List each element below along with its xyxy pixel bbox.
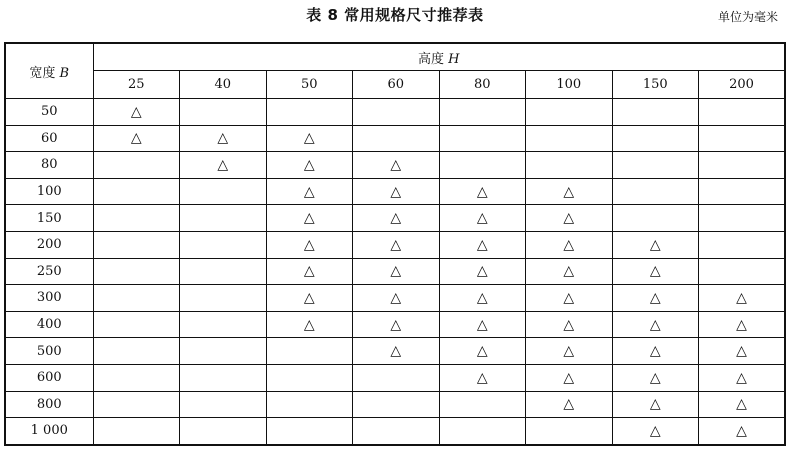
table-cell: [699, 125, 786, 152]
table-cell: [266, 152, 353, 179]
table-cell: [180, 391, 267, 418]
table-cell: [439, 391, 526, 418]
triangle-mark-icon: △: [390, 343, 402, 360]
table-cell: [699, 364, 786, 391]
table-cell: [439, 338, 526, 365]
table-cell: [699, 152, 786, 179]
table-cell: [93, 311, 180, 338]
table-cell: [353, 231, 440, 258]
table-cell: [93, 418, 180, 445]
table-cell: [93, 231, 180, 258]
triangle-mark-icon: △: [736, 316, 747, 333]
table-cell: [266, 338, 353, 365]
table-row: [5, 258, 785, 285]
triangle-mark-icon: △: [649, 289, 661, 306]
table-cell: [699, 338, 786, 365]
table-cell: [180, 311, 267, 338]
recommended-sizes-table: [4, 42, 786, 446]
table-cell: [353, 258, 440, 285]
table-cell: [266, 205, 353, 232]
triangle-mark-icon: △: [303, 236, 315, 253]
width-cell: 150: [5, 205, 93, 232]
triangle-mark-icon: △: [390, 210, 402, 227]
height-column-header: 80: [439, 71, 526, 99]
triangle-mark-icon: △: [476, 236, 488, 253]
triangle-mark-icon: △: [303, 289, 315, 306]
table-cell: [266, 178, 353, 205]
table-cell: [612, 285, 699, 312]
table-title: 表 8 常用规格尺寸推荐表: [306, 6, 484, 24]
triangle-mark-icon: △: [563, 343, 575, 360]
table-cell: [180, 418, 267, 445]
table-row: [5, 178, 785, 205]
triangle-mark-icon: △: [649, 343, 661, 360]
table-cell: [439, 152, 526, 179]
table-cell: [266, 311, 353, 338]
table-cell: [93, 364, 180, 391]
table-cell: [266, 391, 353, 418]
triangle-mark-icon: △: [390, 183, 402, 200]
triangle-mark-icon: △: [390, 316, 402, 333]
table-row: [5, 205, 785, 232]
table-cell: [180, 285, 267, 312]
triangle-mark-icon: △: [563, 316, 575, 333]
triangle-mark-icon: △: [736, 396, 747, 413]
table-cell: [180, 231, 267, 258]
table-cell: [353, 152, 440, 179]
table-cell: [612, 338, 699, 365]
height-column-header: 60: [353, 71, 440, 99]
triangle-mark-icon: △: [563, 183, 575, 200]
triangle-mark-icon: △: [476, 343, 488, 360]
table-cell: [699, 418, 786, 445]
table-cell: [526, 391, 613, 418]
triangle-mark-icon: △: [303, 156, 315, 173]
table-cell: [612, 99, 699, 126]
height-column-header: 50: [266, 71, 353, 99]
triangle-mark-icon: △: [563, 289, 575, 306]
table-row: [5, 418, 785, 445]
width-cell: 50: [5, 99, 93, 126]
width-cell: 400: [5, 311, 93, 338]
width-header-symbol: B: [59, 65, 70, 81]
table-cell: [526, 99, 613, 126]
table-cell: [699, 391, 786, 418]
height-column-header: 150: [612, 71, 699, 99]
table-cell: [439, 285, 526, 312]
table-cell: [612, 391, 699, 418]
table-cell: [180, 125, 267, 152]
table-cell: [439, 231, 526, 258]
width-cell: 60: [5, 125, 93, 152]
triangle-mark-icon: △: [736, 289, 747, 306]
table-cell: [93, 99, 180, 126]
table-cell: [93, 178, 180, 205]
triangle-mark-icon: △: [649, 316, 661, 333]
table-row: [5, 364, 785, 391]
table-cell: [93, 391, 180, 418]
table-cell: [93, 338, 180, 365]
table-cell: [699, 178, 786, 205]
height-header: [93, 43, 785, 71]
height-column-header: 25: [93, 71, 180, 99]
triangle-mark-icon: △: [130, 103, 142, 120]
table-cell: [180, 99, 267, 126]
table-cell: [612, 418, 699, 445]
width-cell: 600: [5, 364, 93, 391]
table-cell: [612, 125, 699, 152]
table-cell: [526, 258, 613, 285]
table-row: [5, 338, 785, 365]
table-cell: [266, 285, 353, 312]
table-cell: [353, 338, 440, 365]
table-cell: [612, 152, 699, 179]
table-cell: [526, 311, 613, 338]
triangle-mark-icon: △: [303, 130, 315, 147]
table-cell: [353, 125, 440, 152]
table-cell: [526, 205, 613, 232]
table-cell: [439, 205, 526, 232]
triangle-mark-icon: △: [736, 343, 747, 360]
table-cell: [526, 418, 613, 445]
table-cell: [612, 205, 699, 232]
table-cell: [180, 258, 267, 285]
table-cell: [266, 99, 353, 126]
table-body: [5, 99, 785, 445]
table-cell: [266, 258, 353, 285]
table-cell: [180, 338, 267, 365]
table-cell: [439, 364, 526, 391]
triangle-mark-icon: △: [476, 289, 488, 306]
triangle-mark-icon: △: [476, 210, 488, 227]
table-cell: [93, 152, 180, 179]
width-header: [5, 43, 93, 99]
table-cell: [353, 205, 440, 232]
table-cell: [612, 311, 699, 338]
triangle-mark-icon: △: [649, 422, 661, 439]
triangle-mark-icon: △: [736, 369, 747, 386]
table-cell: [612, 178, 699, 205]
triangle-mark-icon: △: [303, 316, 315, 333]
table-cell: [699, 205, 786, 232]
width-cell: 1 000: [5, 418, 93, 445]
table-cell: [526, 152, 613, 179]
table-cell: [353, 391, 440, 418]
table-cell: [353, 418, 440, 445]
width-header-label: 宽度: [29, 65, 56, 81]
height-header-symbol: H: [448, 51, 460, 67]
table-cell: [612, 231, 699, 258]
triangle-mark-icon: △: [217, 130, 229, 147]
width-cell: 300: [5, 285, 93, 312]
table-cell: [353, 285, 440, 312]
table-cell: [612, 364, 699, 391]
triangle-mark-icon: △: [649, 236, 661, 253]
height-column-header: 100: [526, 71, 613, 99]
triangle-mark-icon: △: [563, 396, 575, 413]
triangle-mark-icon: △: [390, 289, 402, 306]
table-cell: [526, 231, 613, 258]
width-cell: 800: [5, 391, 93, 418]
table-cell: [439, 258, 526, 285]
table-cell: [93, 258, 180, 285]
table-cell: [353, 99, 440, 126]
table-cell: [266, 125, 353, 152]
table-cell: [266, 364, 353, 391]
table-cell: [699, 258, 786, 285]
height-column-header: 40: [180, 71, 267, 99]
height-column-header: 200: [699, 71, 786, 99]
table-row: [5, 125, 785, 152]
table-cell: [699, 311, 786, 338]
width-cell: 80: [5, 152, 93, 179]
table-cell: [93, 125, 180, 152]
table-cell: [266, 231, 353, 258]
triangle-mark-icon: △: [130, 130, 142, 147]
triangle-mark-icon: △: [476, 316, 488, 333]
width-cell: 250: [5, 258, 93, 285]
height-header-label: 高度: [418, 51, 445, 67]
width-cell: 200: [5, 231, 93, 258]
table-row: [5, 99, 785, 126]
triangle-mark-icon: △: [476, 369, 488, 386]
table-cell: [526, 178, 613, 205]
table-cell: [526, 125, 613, 152]
triangle-mark-icon: △: [217, 156, 229, 173]
table-row: [5, 391, 785, 418]
width-cell: 100: [5, 178, 93, 205]
table-cell: [180, 364, 267, 391]
triangle-mark-icon: △: [390, 263, 402, 280]
triangle-mark-icon: △: [649, 263, 661, 280]
triangle-mark-icon: △: [649, 396, 661, 413]
table-cell: [439, 418, 526, 445]
triangle-mark-icon: △: [736, 422, 747, 439]
table-cell: [353, 311, 440, 338]
triangle-mark-icon: △: [563, 236, 575, 253]
table-cell: [353, 178, 440, 205]
table-cell: [699, 99, 786, 126]
table-cell: [180, 152, 267, 179]
table-cell: [353, 364, 440, 391]
table-cell: [180, 178, 267, 205]
unit-label: 单位为毫米: [717, 10, 778, 24]
triangle-mark-icon: △: [390, 236, 402, 253]
table-cell: [526, 285, 613, 312]
triangle-mark-icon: △: [476, 183, 488, 200]
triangle-mark-icon: △: [649, 369, 661, 386]
table-cell: [699, 231, 786, 258]
triangle-mark-icon: △: [563, 369, 575, 386]
triangle-mark-icon: △: [563, 263, 575, 280]
table-cell: [526, 338, 613, 365]
width-cell: 500: [5, 338, 93, 365]
height-values-row: [5, 71, 785, 99]
triangle-mark-icon: △: [390, 156, 402, 173]
table-cell: [612, 258, 699, 285]
table-cell: [439, 125, 526, 152]
table-row: [5, 311, 785, 338]
table-cell: [439, 178, 526, 205]
table-cell: [180, 205, 267, 232]
table-row: [5, 231, 785, 258]
table-row: [5, 152, 785, 179]
table-row: [5, 285, 785, 312]
table-cell: [93, 285, 180, 312]
table-cell: [439, 311, 526, 338]
triangle-mark-icon: △: [563, 210, 575, 227]
triangle-mark-icon: △: [303, 210, 315, 227]
table-cell: [439, 99, 526, 126]
triangle-mark-icon: △: [303, 263, 315, 280]
table-cell: [699, 285, 786, 312]
table-cell: [266, 418, 353, 445]
triangle-mark-icon: △: [476, 263, 488, 280]
table-cell: [526, 364, 613, 391]
triangle-mark-icon: △: [303, 183, 315, 200]
table-cell: [93, 205, 180, 232]
